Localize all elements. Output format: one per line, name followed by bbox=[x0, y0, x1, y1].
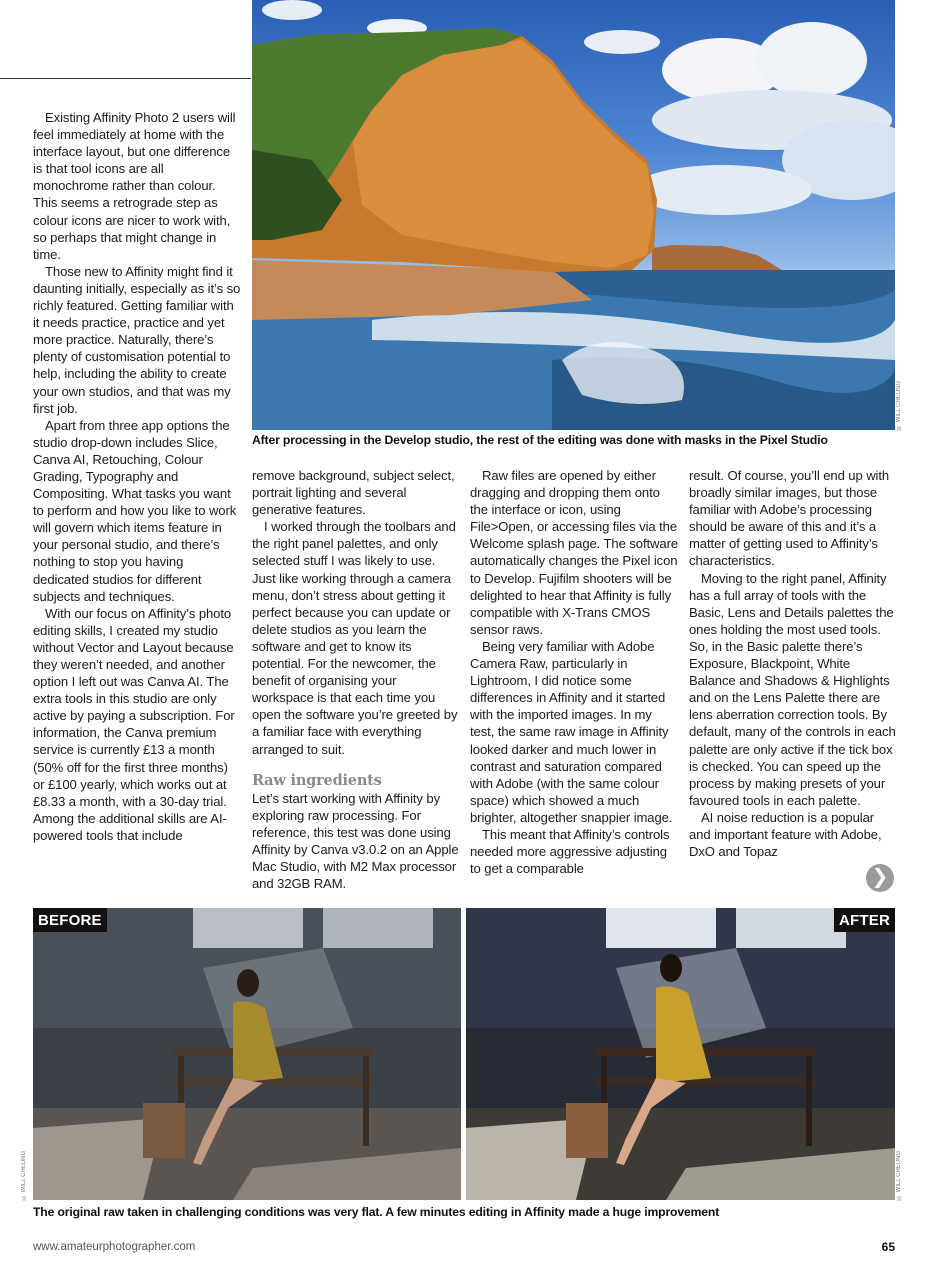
comparison-caption: The original raw taken in challenging conditions was very flat. A few minutes editing in Affinity made a huge improvement bbox=[33, 1205, 720, 1219]
paragraph: Those new to Affinity might find it daunting initially, especially as it’s so richly featured. Getting familiar with it needs practice, practice and yet more practice. Naturally, there’s plenty of customisation potential to help, including the ability to create your own studios, and that was my first job. bbox=[33, 263, 241, 416]
paragraph: Raw files are opened by either dragging and dropping them onto the interface or icon, using File>Open, or accessing files via the Welcome splash page. The software automatically changes the Pixel icon to Develop. Fujifilm shooters will be delighted to hear that Affinity is fully compatible with X-Trans CMOS sensor raws. bbox=[470, 468, 679, 637]
before-photo bbox=[33, 908, 461, 1200]
hero-caption: After processing in the Develop studio, the rest of the editing was done with masks in the Pixel Studio bbox=[252, 433, 828, 447]
paragraph: result. Of course, you’ll end up with broadly similar images, but those familiar with Adobe’s processing should be aware of this and it’s a matter of getting used to Affinity’s characteristics. bbox=[689, 468, 890, 569]
article-column-1 bbox=[33, 109, 241, 844]
paragraph: With our focus on Affinity’s photo editing skills, I created my studio without Vector and Layout because they weren’t needed, and another option I left out was Canva AI. The extra tools in this studio are only active by paying a subscription. For information, the Canva premium service is currently £13 a month (50% off for the first three months) or £100 yearly, which works out at £8.33 a month, with a 30-day trial. Among the additional skills are AI-powered tools that include bbox=[33, 605, 235, 843]
article-column-2 bbox=[252, 467, 460, 892]
paragraph: Moving to the right panel, Affinity has a full array of tools with the Basic, Lens and Details palettes the ones holding the most used tools. So, in the Basic palette there’s Exposure, Blackpoint, White Balance and Shadows & Highlights and on the Lens Palette there are lens aberration correction tools. By default, many of the controls in each palette are only active if the tick box is checked. You can speed up the process by making presets of your favoured tools in each palette. bbox=[689, 570, 896, 808]
top-rule bbox=[0, 78, 251, 79]
paragraph: remove background, subject select, portrait lighting and several generative features. bbox=[252, 468, 455, 518]
after-photo bbox=[466, 908, 895, 1200]
paragraph: Being very familiar with Adobe Camera Raw, particularly in Lightroom, I did notice some differences in Affinity and it started with the imported images. In my test, the same raw image in Affinity looked darker and much lower in contrast and saturation compared with Adobe (with the same colour space) which showed a much brighter, altogether snappier image. bbox=[470, 638, 673, 825]
paragraph: This meant that Affinity’s controls needed more aggressive adjusting to get a comparable bbox=[470, 826, 670, 877]
footer-url[interactable]: www.amateurphotographer.com bbox=[33, 1241, 196, 1253]
paragraph: Apart from three app options the studio drop-down includes Slice, Canva AI, Retouching, Colour Grading, Typography and Compositing. What tasks you want to perform and how you like to work will govern which items feature in your personal studio, and there’s nothing to stop you having dedicated studios for different subjects and techniques. bbox=[33, 417, 237, 604]
page-number: 65 bbox=[881, 1240, 895, 1254]
paragraph: Let’s start working with Affinity by exploring raw processing. For reference, this test was done using Affinity by Canva v3.0.2 on an Apple Mac Studio, with M2 Max processor and 32GB RAM. bbox=[252, 790, 459, 892]
paragraph: Existing Affinity Photo 2 users will feel immediately at home with the interface layout, but one difference is that tool icons are all monochrome rather than colour. This seems a retrograde step as colour icons are nicer to work with, so perhaps that might change in time. bbox=[33, 110, 236, 262]
chevron-right-icon[interactable]: ❯ bbox=[866, 864, 894, 892]
article-column-3 bbox=[470, 467, 678, 877]
before-label: BEFORE bbox=[33, 908, 107, 932]
photo-credit: © WILL CHEUNG bbox=[21, 1150, 27, 1200]
article-column-4 bbox=[689, 467, 897, 860]
paragraph: AI noise reduction is a popular and important feature with Adobe, DxO and Topaz bbox=[689, 809, 882, 860]
after-label: AFTER bbox=[834, 908, 895, 932]
hero-cliff-photo bbox=[252, 0, 895, 430]
paragraph: I worked through the toolbars and the right panel palettes, and only selected stuff I was likely to use. Just like working through a camera menu, don’t stress about getting it perfect because you can update or delete studios as you learn the software and get to know its potential. For the newcomer, the benefit of organising your workspace is that each time you open the software you’re greeted by a familiar face with everything arranged to suit. bbox=[252, 519, 458, 757]
photo-credit: © WILL CHEUNG bbox=[896, 1150, 902, 1200]
section-heading: Raw ingredients bbox=[252, 771, 382, 789]
photo-credit: © WILL CHEUNG bbox=[896, 380, 902, 430]
